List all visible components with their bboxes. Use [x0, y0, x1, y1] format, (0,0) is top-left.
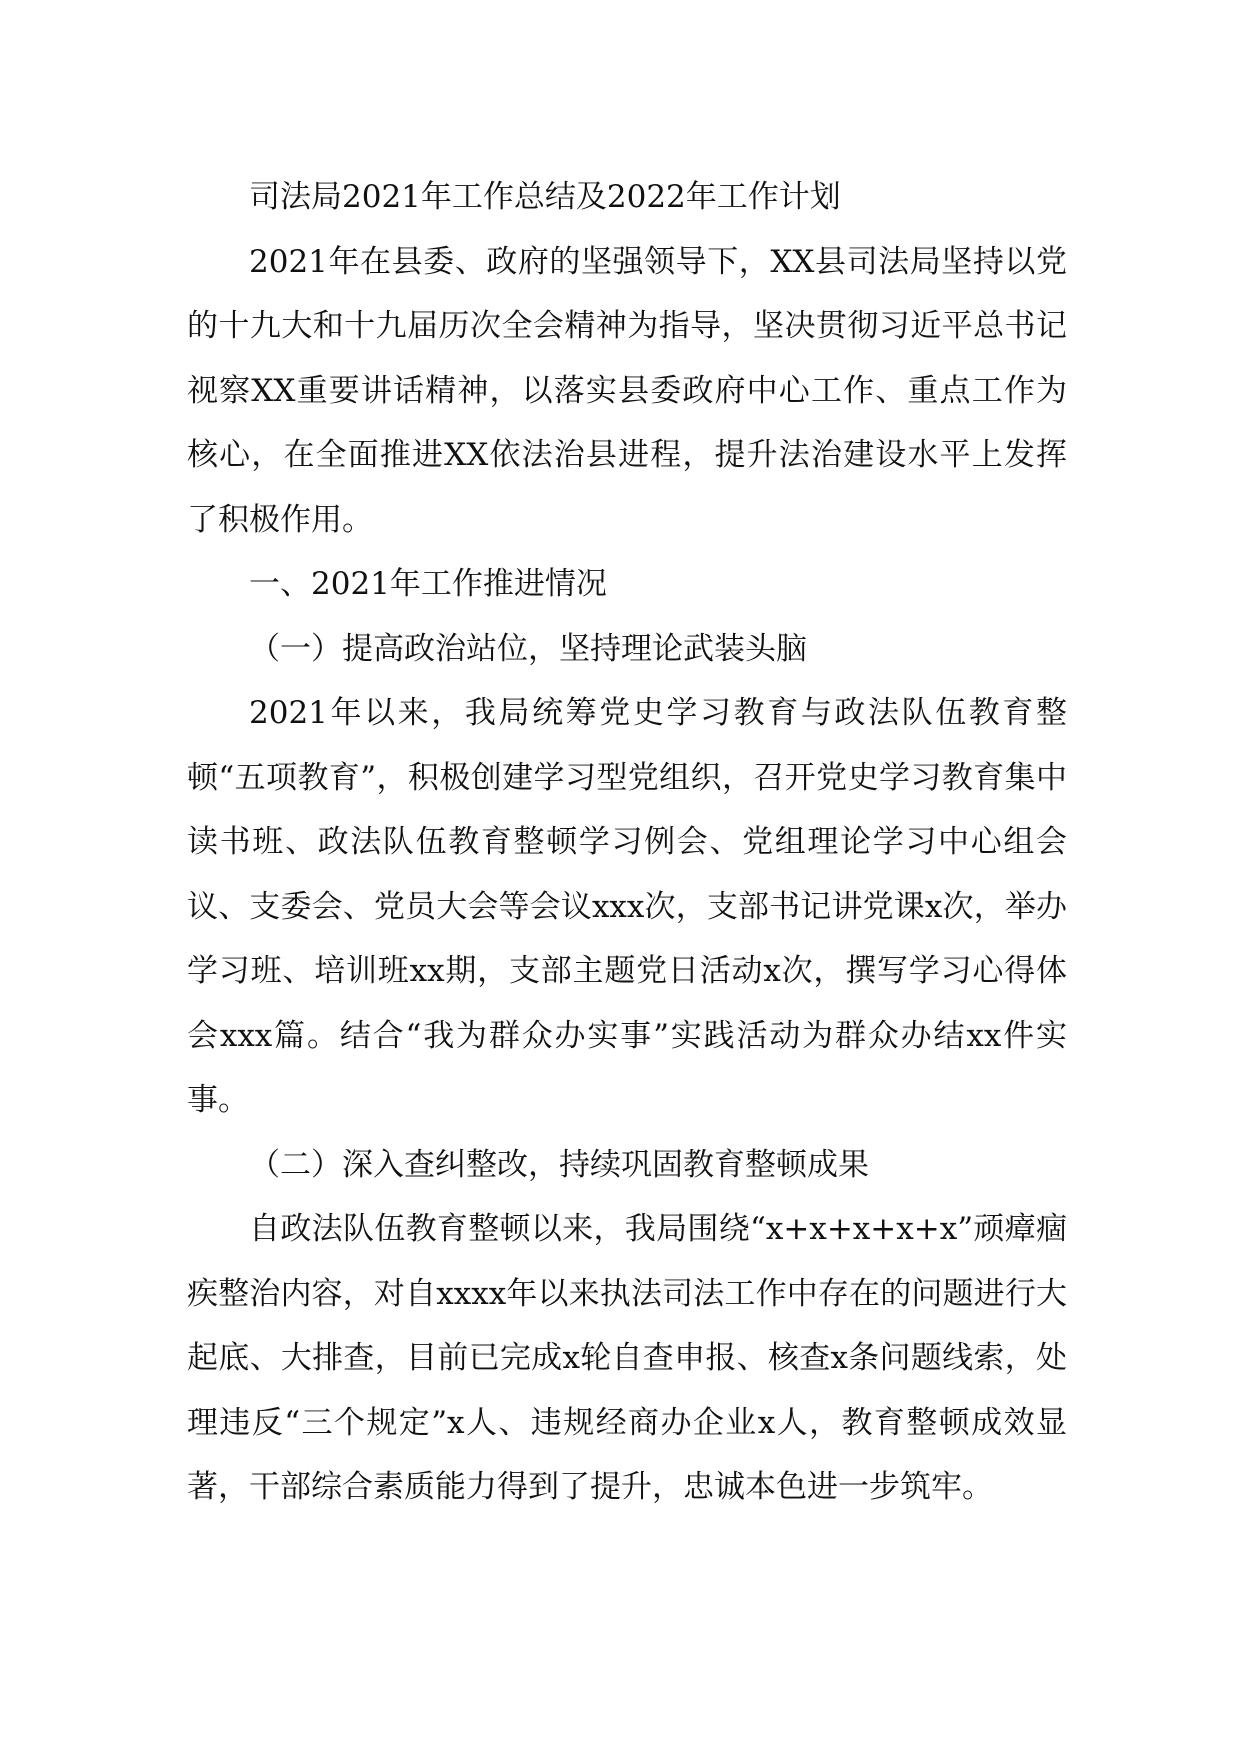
paragraph-rectification: 自政法队伍教育整顿以来，我局围绕“x+x+x+x+x”顽瘴痼疾整治内容，对自xxxx年以来执法司法工作中存在的问题进行大起底、大排查，目前已完成x轮自查申报、核查x条问题线索，处理违反“三个规定”x人、违规经商办企业x人，教育整顿成效显著，干部综合素质能力得到了提升，忠诚本色进一步筑牢。 — [187, 1211, 1067, 1505]
subsection-heading-1: （一）提高政治站位，坚持理论武装头脑 — [249, 630, 807, 667]
document-body — [187, 165, 1067, 1520]
subsection-heading-2: （二）深入查纠整改，持续巩固教育整顿成果 — [249, 1146, 869, 1183]
section-heading-1: 一、2021年工作推进情况 — [249, 566, 607, 602]
paragraph-study: 2021年以来，我局统筹党史学习教育与政法队伍教育整顿“五项教育”，积极创建学习型党组织，召开党史学习教育集中读书班、政法队伍教育整顿学习例会、党组理论学习中心组会议、支委会、党员大会等会议xxx次，支部书记讲党课x次，举办学习班、培训班xx期，支部主题党日活动x次，撰写学习心得体会xxx篇。结合“我为群众办实事”实践活动为群众办结xx件实事。 — [187, 695, 1067, 1118]
paragraph-intro: 2021年在县委、政府的坚强领导下，XX县司法局坚持以党的十九大和十九届历次全会精神为指导，坚决贯彻习近平总书记视察XX重要讲话精神，以落实县委政府中心工作、重点工作为核心，在全面推进XX依法治县进程，提升法治建设水平上发挥了积极作用。 — [187, 243, 1067, 538]
document-title: 司法局2021年工作总结及2022年工作计划 — [249, 179, 841, 215]
